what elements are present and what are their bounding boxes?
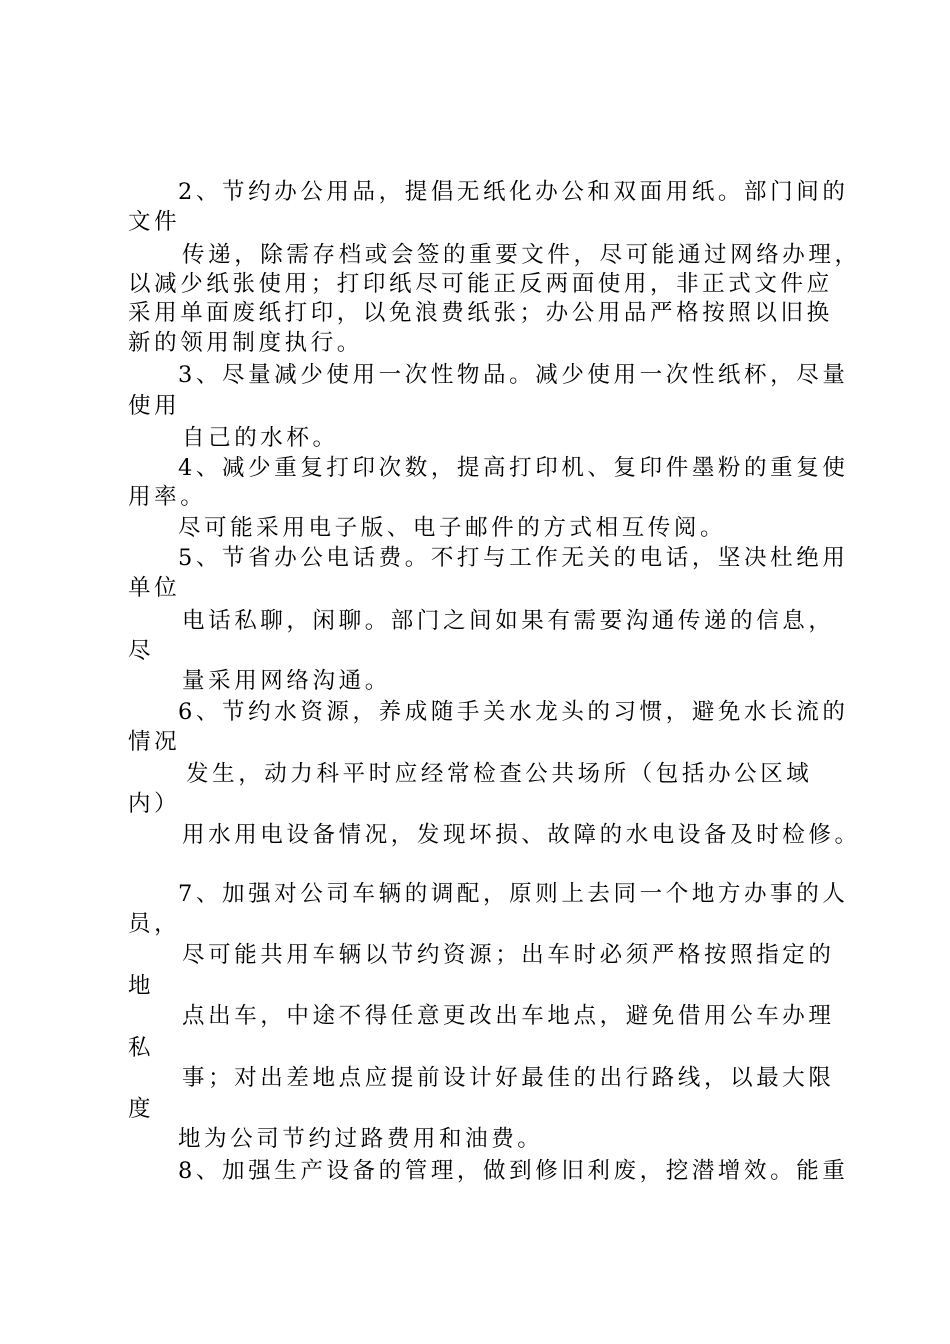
text-line: 6、节约水资源，养成随手关水龙头的习惯，避免水长流的 [178,699,849,725]
text-line: 内） [128,791,181,817]
text-line: 员， [128,911,181,937]
text-line: 情况 [128,729,181,755]
text-line: 传递，除需存档或会签的重要文件，尽可能通过网络办理， [182,242,861,268]
text-line: 用率。 [128,484,207,510]
text-line: 量采用网络沟通。 [182,668,391,694]
text-line: 用水用电设备情况，发现坏损、故障的水电设备及时检修。 [182,822,861,848]
text-line: 以减少纸张使用；打印纸尽可能正反两面使用，非正式文件应 [128,271,833,297]
text-line: 尽可能共用车辆以节约资源；出车时必须严格按照指定的 [182,942,835,968]
text-line: 7、加强对公司车辆的调配，原则上去同一个地方办事的人 [178,881,849,907]
text-line: 发生，动力科平时应经常检查公共场所（包括办公区域 [186,761,813,787]
text-line: 尽 [128,638,155,664]
text-line: 私 [128,1035,155,1061]
text-line: 地为公司节约过路费用和油费。 [178,1126,544,1152]
text-line: 5、节省办公电话费。不打与工作无关的电话，坚决杜绝用 [178,545,849,571]
text-line: 度 [128,1096,155,1122]
text-line: 采用单面废纸打印，以免浪费纸张；办公用品严格按照以旧换 [128,300,833,326]
text-line: 3、尽量减少使用一次性物品。减少使用一次性纸杯，尽量 [178,362,849,388]
text-line: 4、减少重复打印次数，提高打印机、复印件墨粉的重复使 [178,455,849,481]
text-line: 文件 [128,209,181,235]
text-line: 自己的水杯。 [182,425,339,451]
text-line: 8、加强生产设备的管理，做到修旧利废，挖潜增效。能重 [178,1158,849,1184]
text-line: 2、节约办公用品，提倡无纸化办公和双面用纸。部门间的 [178,179,849,205]
text-line: 使用 [128,393,181,419]
text-line: 电话私聊，闲聊。部门之间如果有需要沟通传递的信息， [182,608,835,634]
text-line: 地 [128,973,155,999]
text-line: 点出车，中途不得任意更改出车地点，避免借用公车办理 [182,1003,835,1029]
text-line: 单位 [128,575,181,601]
text-line: 新的领用制度执行。 [128,330,363,356]
text-line: 尽可能采用电子版、电子邮件的方式相互传阅。 [178,515,727,541]
text-line: 事；对出差地点应提前设计好最佳的出行路线，以最大限 [182,1065,835,1091]
